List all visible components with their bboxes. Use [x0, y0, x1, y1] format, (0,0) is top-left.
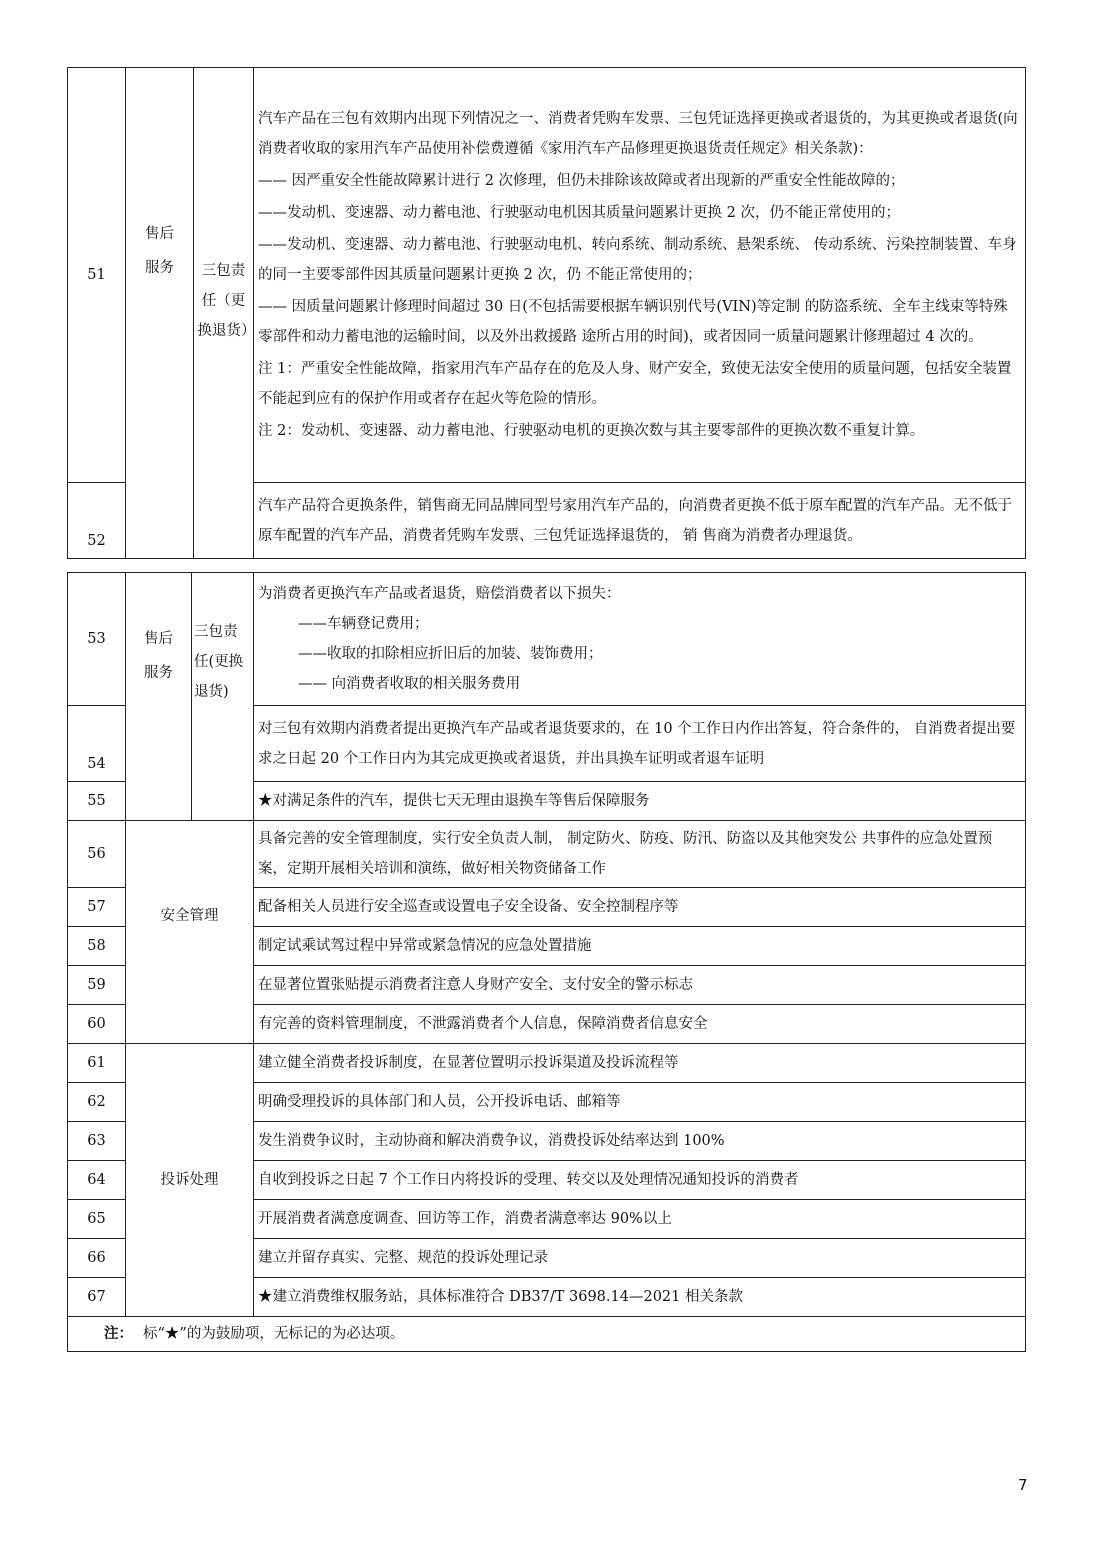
category-label: 投诉处理 [160, 1172, 219, 1188]
requirement-text: ★对满足条件的汽车，提供七天无理由退换车等售后保障服务 [254, 782, 1026, 821]
row-number: 60 [68, 1005, 126, 1044]
standards-table-part-2 [67, 572, 1026, 1352]
row-number: 51 [68, 68, 126, 483]
table-note-row [68, 1317, 1026, 1352]
line: ——车辆登记费用； [298, 616, 429, 632]
requirement-text: 有完善的资料管理制度，不泄露消费者个人信息，保障消费者信息安全 [254, 1005, 1026, 1044]
row-number: 56 [68, 821, 126, 888]
row-number: 62 [68, 1083, 126, 1122]
page-number: 7 [1018, 1476, 1028, 1494]
subcategory-cell [194, 68, 254, 559]
paragraph: 汽车产品在三包有效期内出现下列情况之一、消费者凭购车发票、三包凭证选择更换或者退货的，为其更换或者退货(向消费者收取的家用汽车产品使用补偿费遵循《家用汽车产品修理更换退货责任规定》相关条款)： [258, 111, 1018, 157]
requirement-text: 建立并留存真实、完整、规范的投诉处理记录 [254, 1239, 1026, 1278]
category-label: 售后服务 [145, 226, 174, 276]
table-row [68, 821, 1026, 888]
category-cell [126, 821, 254, 1044]
standards-table-part-1 [67, 67, 1026, 559]
row-number: 57 [68, 888, 126, 927]
category-cell [126, 1044, 254, 1317]
row-number: 58 [68, 927, 126, 966]
requirement-text: 汽车产品符合更换条件，销售商无同品牌同型号家用汽车产品的，向消费者更换不低于原车配置的汽车产品。无不低于原车配置的汽车产品，消费者凭购车发票、三包凭证选择退货的， 销 售商为消费者办理退货。 [254, 483, 1026, 559]
category-label: 售后服务 [144, 630, 173, 681]
row-number: 59 [68, 966, 126, 1005]
paragraph: —— 因质量问题累计修理时间超过 30 日(不包括需要根据车辆识别代号(VIN)等定制 的防盗系统、全车主线束等特殊零部件和动力蓄电池的运输时间，以及外出救援路 途所占用的时间)，或者因同一质量问题累计修理超过 4 次的。 [258, 299, 1008, 345]
requirement-text: 具备完善的安全管理制度，实行安全负责人制， 制定防火、防疫、防汛、防盗以及其他突发公 共事件的应急处置预案，定期开展相关培训和演练，做好相关物资储备工作 [254, 821, 1026, 888]
paragraph: ——发动机、变速器、动力蓄电池、行驶驱动电机、转向系统、制动系统、悬架系统、 传动系统、污染控制装置、车身的同一主要零部件因其质量问题累计更换 2 次，仍 不能正常使用的； [258, 237, 1017, 283]
requirement-text: 建立健全消费者投诉制度，在显著位置明示投诉渠道及投诉流程等 [254, 1044, 1026, 1083]
table-row [68, 68, 1026, 483]
row-number: 53 [68, 573, 126, 706]
paragraph: ——发动机、变速器、动力蓄电池、行驶驱动电机因其质量问题累计更换 2 次，仍不能正常使用的； [258, 205, 900, 221]
subcategory-cell [192, 573, 254, 821]
row-number: 55 [68, 782, 126, 821]
requirement-text: 发生消费争议时，主动协商和解决消费争议，消费投诉处结率达到 100% [254, 1122, 1026, 1161]
paragraph: 注 1：严重安全性能故障，指家用汽车产品存在的危及人身、财产安全，致使无法安全使用的质量问题，包括安全装置不能起到应有的保护作用或者存在起火等危险的情形。 [258, 361, 1012, 407]
row-number: 66 [68, 1239, 126, 1278]
table-row [68, 1044, 1026, 1083]
requirement-text: 配备相关人员进行安全巡查或设置电子安全设备、安全控制程序等 [254, 888, 1026, 927]
row-number: 61 [68, 1044, 126, 1083]
row-number: 52 [68, 483, 126, 559]
line: 为消费者更换汽车产品或者退货，赔偿消费者以下损失： [258, 586, 621, 602]
note-label: 注： [104, 1325, 133, 1342]
category-cell [126, 68, 194, 559]
table-note [68, 1317, 1026, 1352]
line: ——收取的扣除相应折旧后的加装、装饰费用； [298, 646, 603, 662]
category-label: 安全管理 [160, 908, 219, 924]
requirement-text: 开展消费者满意度调查、回访等工作，消费者满意率达 90%以上 [254, 1200, 1026, 1239]
paragraph: —— 因严重安全性能故障累计进行 2 次修理，但仍未排除该故障或者出现新的严重安全性能故障的； [258, 173, 905, 189]
requirement-text: 制定试乘试驾过程中异常或紧急情况的应急处置措施 [254, 927, 1026, 966]
row-number: 63 [68, 1122, 126, 1161]
requirement-text: 明确受理投诉的具体部门和人员，公开投诉电话、邮箱等 [254, 1083, 1026, 1122]
row-number: 54 [68, 706, 126, 782]
note-text: 标“★”的为鼓励项，无标记的为必达项。 [143, 1326, 405, 1342]
category-cell [126, 573, 192, 821]
row-number: 64 [68, 1161, 126, 1200]
row-number: 65 [68, 1200, 126, 1239]
line: —— 向消费者收取的相关服务费用 [298, 676, 521, 692]
subcategory-label: 三包责任(更换退货) [194, 624, 244, 700]
subcategory-label: 三包责任（更换退货） [197, 263, 256, 339]
requirement-text: 自收到投诉之日起 7 个工作日内将投诉的受理、转交以及处理情况通知投诉的消费者 [254, 1161, 1026, 1200]
requirement-text [254, 68, 1026, 483]
requirement-text: ★建立消费维权服务站，具体标准符合 DB37/T 3698.14—2021 相关条款 [254, 1278, 1026, 1317]
requirement-text: 在显著位置张贴提示消费者注意人身财产安全、支付安全的警示标志 [254, 966, 1026, 1005]
requirement-text [254, 573, 1026, 706]
table-row [68, 573, 1026, 706]
row-number: 67 [68, 1278, 126, 1317]
requirement-text: 对三包有效期内消费者提出更换汽车产品或者退货要求的，在 10 个工作日内作出答复，符合条件的， 自消费者提出要求之日起 20 个工作日内为其完成更换或者退货，并出具换车证明或者退车证明 [254, 706, 1026, 782]
paragraph: 注 2：发动机、变速器、动力蓄电池、行驶驱动电机的更换次数与其主要零部件的更换次数不重复计算。 [258, 423, 925, 439]
